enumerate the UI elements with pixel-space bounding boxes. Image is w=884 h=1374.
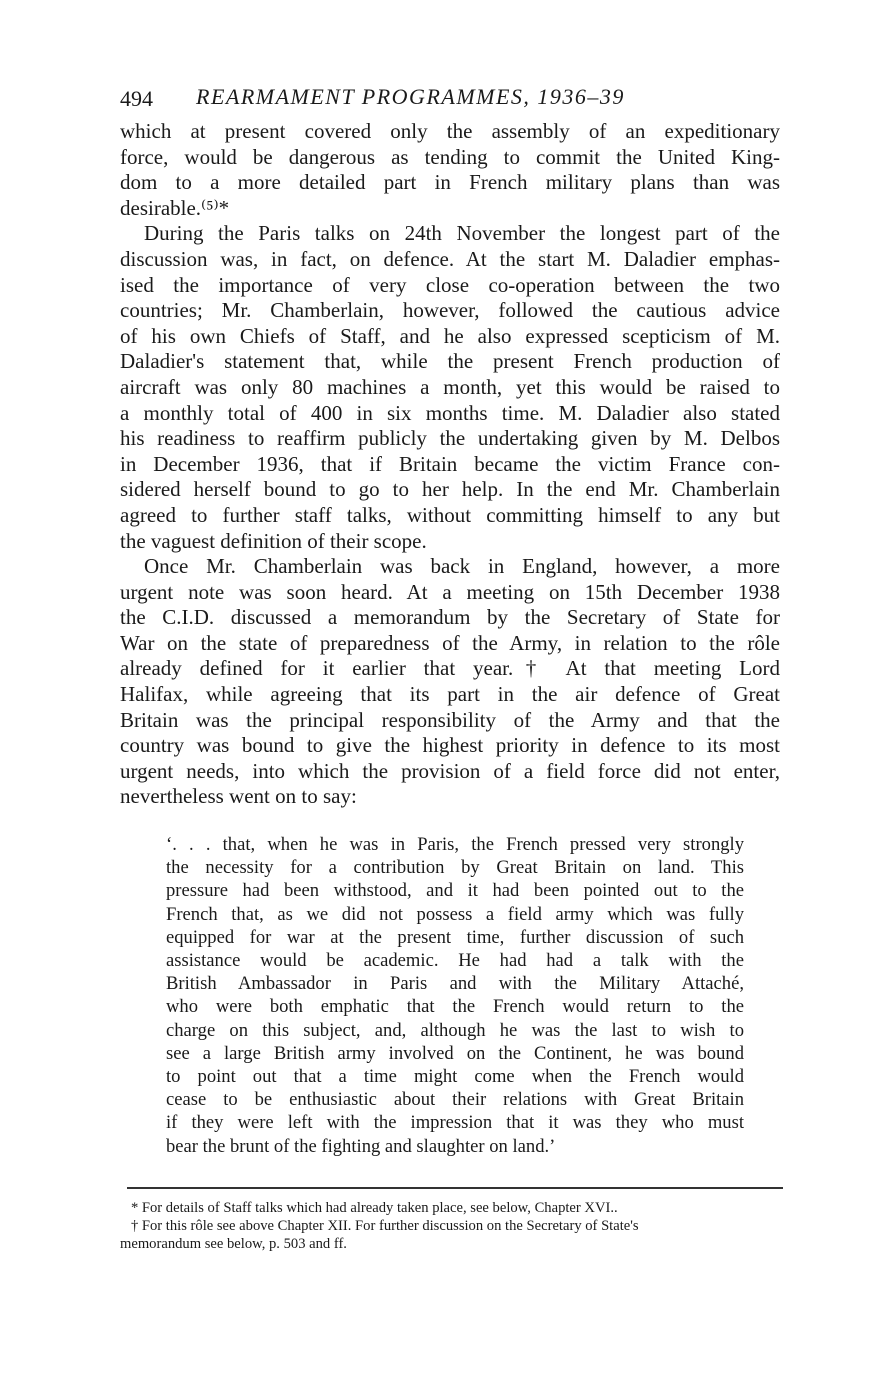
text-line: see a large British army involved on the Continent, he was bound bbox=[166, 1042, 744, 1064]
text-line: War on the state of preparedness of the Army, in relation to the rôle bbox=[120, 630, 780, 655]
text-line: the C.I.D. discussed a memorandum by the Secretary of State for bbox=[120, 605, 780, 630]
text-line: urgent needs, into which the provision of a field force did not enter, bbox=[120, 758, 780, 783]
text-line: Halifax, while agreeing that its part in the air defence of Great bbox=[120, 682, 780, 707]
text-line: charge on this subject, and, although he was the last to wish to bbox=[166, 1019, 744, 1041]
paragraph bbox=[120, 119, 780, 221]
text-line: bear the brunt of the fighting and slaughter on land.’ bbox=[166, 1135, 556, 1157]
text-line: the vaguest definition of their scope. bbox=[120, 528, 427, 553]
running-header bbox=[120, 84, 780, 114]
footnote-line: memorandum see below, p. 503 and ff. bbox=[120, 1236, 347, 1252]
text-line: During the Paris talks on 24th November the longest part of the bbox=[144, 221, 780, 246]
text-line: country was bound to give the highest priority in defence to its most bbox=[120, 733, 780, 758]
running-title: REARMAMENT PROGRAMMES, 1936–39 bbox=[196, 84, 625, 109]
text-line: countries; Mr. Chamberlain, however, followed the cautious advice bbox=[120, 298, 780, 323]
text-line: force, would be dangerous as tending to commit the United King- bbox=[120, 144, 780, 169]
text-line: ‘. . . that, when he was in Paris, the French pressed very strongly bbox=[166, 834, 744, 855]
text-line: Britain was the principal responsibility of the Army and that the bbox=[120, 707, 780, 732]
text-line: already defined for it earlier that year.† At that meeting Lord bbox=[120, 656, 780, 681]
text-line: Once Mr. Chamberlain was back in England, however, a more bbox=[144, 554, 780, 579]
text-line: nevertheless went on to say: bbox=[120, 784, 357, 809]
footnote-line: * For details of Staff talks which had already taken place, see below, Chapter XVI.. bbox=[120, 1200, 618, 1216]
text-line: sidered herself bound to go to her help. In the end Mr. Chamberlain bbox=[120, 477, 780, 502]
text-line: ised the importance of very close co-operation between the two bbox=[120, 272, 780, 297]
page-number: 494 bbox=[120, 86, 153, 111]
text-line: the necessity for a contribution by Great Britain on land. This bbox=[166, 857, 744, 879]
paragraph bbox=[120, 554, 780, 810]
text-line: a monthly total of 400 in six months time. M. Daladier also stated bbox=[120, 400, 780, 425]
text-line: equipped for war at the present time, further discussion of such bbox=[166, 926, 744, 948]
text-line: desirable.⁽⁵⁾* bbox=[120, 195, 230, 220]
text-line: agreed to further staff talks, without committing himself to any but bbox=[120, 502, 780, 527]
text-line: urgent note was soon heard. At a meeting on 15th December 1938 bbox=[120, 579, 780, 604]
text-line: in December 1936, that if Britain became the victim France con- bbox=[120, 451, 780, 476]
text-line: dom to a more detailed part in French military plans than was bbox=[120, 170, 780, 195]
text-line: assistance would be academic. He had had a talk with the bbox=[166, 950, 744, 972]
body-text bbox=[120, 119, 780, 810]
text-line: his readiness to reaffirm publicly the undertaking given by M. Delbos bbox=[120, 426, 780, 451]
block-quote bbox=[166, 833, 744, 1158]
text-line: to point out that a time might come when the French would bbox=[166, 1066, 744, 1088]
text-line: British Ambassador in Paris and with the Military Attaché, bbox=[166, 973, 744, 995]
paragraph bbox=[166, 833, 744, 1158]
text-line: of his own Chiefs of Staff, and he also expressed scepticism of M. bbox=[120, 323, 780, 348]
text-line: if they were left with the impression that it was they who must bbox=[166, 1112, 744, 1134]
text-line: discussion was, in fact, on defence. At the start M. Daladier emphas- bbox=[120, 246, 780, 271]
paragraph bbox=[120, 221, 780, 554]
footnote-line: † For this rôle see above Chapter XII. For further discussion on the Secretary of State's bbox=[120, 1218, 639, 1234]
text-line: pressure had been withstood, and it had been pointed out to the bbox=[166, 880, 744, 902]
text-line: which at present covered only the assembly of an expeditionary bbox=[120, 119, 780, 143]
text-line: cease to be enthusiastic about their relations with Great Britain bbox=[166, 1089, 744, 1111]
footnote-divider bbox=[127, 1187, 783, 1189]
footnotes bbox=[120, 1199, 790, 1253]
text-line: who were both emphatic that the French would return to the bbox=[166, 996, 744, 1018]
text-line: French that, as we did not possess a field army which was fully bbox=[166, 903, 744, 925]
text-line: Daladier's statement that, while the present French production of bbox=[120, 349, 780, 374]
text-line: aircraft was only 80 machines a month, yet this would be raised to bbox=[120, 374, 780, 399]
